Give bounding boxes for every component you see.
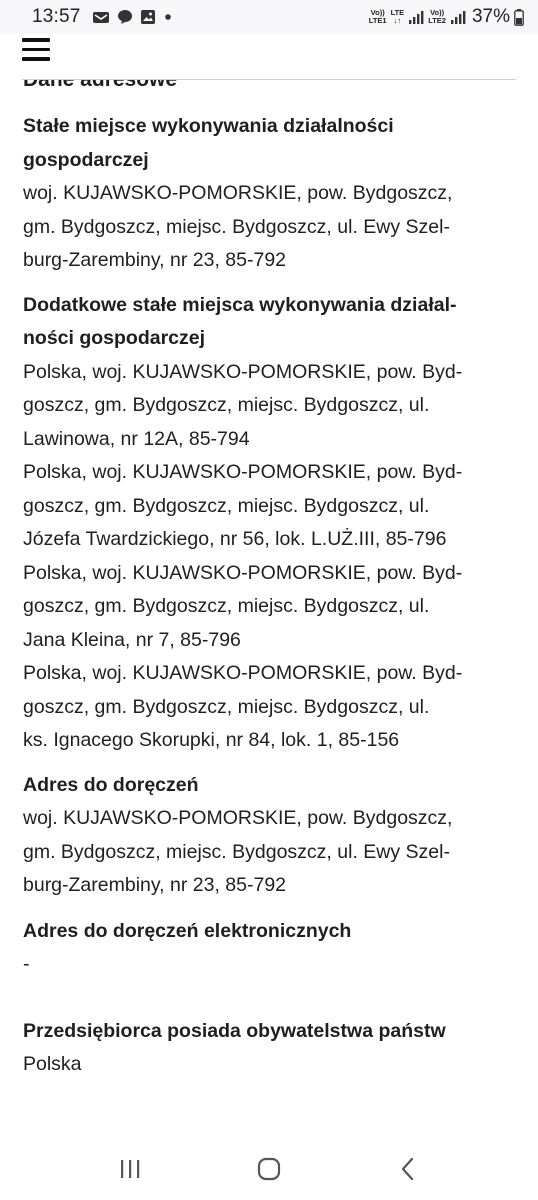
status-bar [0,0,538,34]
citizenship-value: Polska [23,1053,82,1075]
section-title [23,110,518,177]
battery-icon [514,9,524,26]
back-icon[interactable] [378,1149,438,1189]
data-arrows-icon: ↓↑ [393,16,402,25]
permanent-place-of-business [23,110,518,278]
address-line: Józefa Twardzickiego, nr 56, lok. L.UŻ.III, 85-796 [23,528,447,550]
section-title-line: Adres do doręczeń elektronicznych [23,919,352,942]
address-line: Polska, woj. KUJAWSKO-POMORSKIE, pow. Byd- [23,360,463,383]
lte-label: LTE [390,8,405,17]
electronic-delivery-address [23,915,518,982]
section-value [23,177,518,278]
address-line: burg-Zarembiny, nr 23, 85-792 [23,249,287,271]
address-line: goszcz, gm. Bydgoszcz, miejsc. Bydgoszcz, ul. [23,695,430,718]
section-title [23,1015,518,1049]
volte-lte2-indicator [428,9,446,25]
app-header [0,34,538,80]
section-title-line: gospodarczej [23,148,149,171]
volte-lte1-indicator [369,9,387,25]
chat-notification-icon [117,9,133,25]
address-line: Polska, woj. KUJAWSKO-POMORSKIE, pow. Byd- [23,662,463,684]
address-line: gm. Bydgoszcz, miejsc. Bydgoszcz, ul. Ewy Szel- [23,215,450,238]
address-line: burg-Zarembiny, nr 23, 85-792 [23,874,287,896]
address-line: Polska, woj. KUJAWSKO-POMORSKIE, pow. Byd- [23,561,463,584]
status-time: 13:57 [32,6,81,27]
section-value [23,356,518,758]
section-title-line: ności gospodarczej [23,327,206,349]
address-line: Lawinowa, nr 12A, 85-794 [23,427,250,450]
signal-strength-2-icon [450,10,466,24]
section-title-line: Stałe miejsce wykonywania działalności [23,115,394,137]
signal-strength-1-icon [408,10,424,24]
hamburger-menu-icon[interactable] [22,38,52,66]
delivery-address [23,769,518,903]
battery-percent: 37% [471,6,510,27]
lte2-label: LTE2 [428,16,446,25]
more-notifications-dot-icon [163,12,173,22]
system-nav-bar [0,1138,538,1200]
header-divider [22,79,516,80]
email-notification-icon [92,10,110,25]
lte-data-indicator [391,9,405,25]
section-value [23,802,518,903]
address-line: goszcz, gm. Bydgoszcz, miejsc. Bydgoszcz, ul. [23,595,430,617]
section-title-line: Przedsiębiorca posiada obywatelstwa państw [23,1019,446,1042]
gallery-notification-icon [140,9,156,25]
address-line: woj. KUJAWSKO-POMORSKIE, pow. Bydgoszcz, [23,182,453,204]
address-line: woj. KUJAWSKO-POMORSKIE, pow. Bydgoszcz, [23,807,453,829]
section-title [23,769,518,803]
status-left [32,6,173,28]
address-line: Polska, woj. KUJAWSKO-POMORSKIE, pow. Byd- [23,461,463,483]
address-line: gm. Bydgoszcz, miejsc. Bydgoszcz, ul. Ewy Szel- [23,840,450,863]
additional-places-of-business [23,289,518,758]
section-title [23,915,518,949]
address-details-content [23,60,518,1082]
address-line: goszcz, gm. Bydgoszcz, miejsc. Bydgoszcz, ul. [23,394,430,416]
address-line: Jana Kleina, nr 7, 85-796 [23,628,241,651]
section-value [23,1048,518,1082]
recent-apps-icon[interactable] [100,1149,160,1189]
volte2-label: Vo)) [430,8,445,17]
lte1-label: LTE1 [368,16,387,25]
home-icon[interactable] [239,1149,299,1189]
status-right [369,6,524,28]
section-title-line: Adres do doręczeń [23,773,199,796]
address-line: goszcz, gm. Bydgoszcz, miejsc. Bydgoszcz, ul. [23,494,430,517]
address-line: ks. Ignacego Skorupki, nr 84, lok. 1, 85-156 [23,729,400,751]
citizenship [23,1015,518,1082]
section-title [23,289,518,356]
section-title-line: Dodatkowe stałe miejsca wykonywania działal- [23,293,457,316]
section-value [23,948,518,982]
volte-label: Vo)) [370,8,385,17]
empty-value: - [23,953,30,975]
